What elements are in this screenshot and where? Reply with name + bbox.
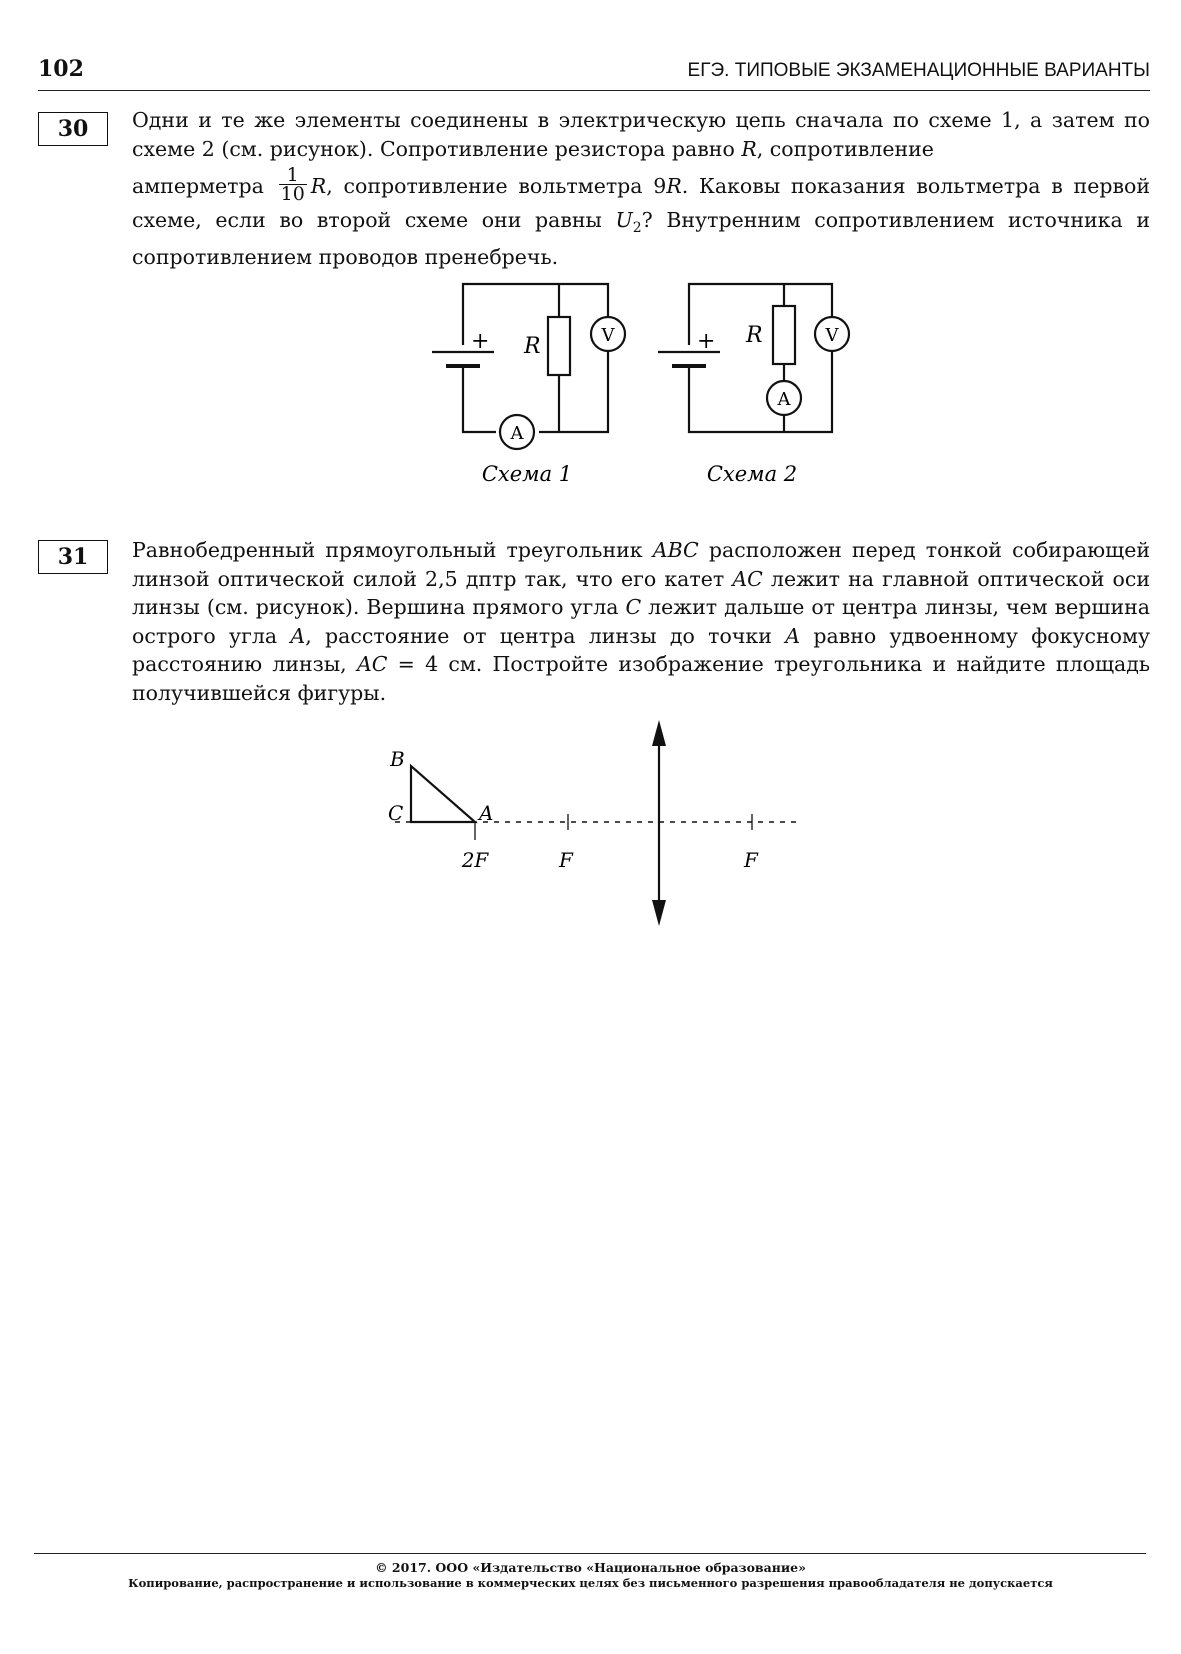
mark-label-2f: 2F xyxy=(461,848,489,872)
battery-plus-1: + xyxy=(471,329,490,354)
var-ac: AC xyxy=(732,566,763,591)
mark-label-f-left: F xyxy=(559,848,573,872)
task-31-text-part: расположен перед тонкой собирающей линзой оптической силой 2,5 дптр так, что его катет xyxy=(132,538,1150,591)
task-31-text-part: лежит дальше от центра линзы, чем вершина острого угла xyxy=(132,595,1151,648)
lens-figure xyxy=(0,700,1181,950)
var-ac: AC xyxy=(356,652,388,676)
caption-scheme-2: Схема 2 xyxy=(706,462,798,486)
var-r: R xyxy=(310,174,327,198)
task-31-text-part: = 4 см. Постройте изображение треугольника и найдите площадь получившейся фигуры. xyxy=(132,652,1151,705)
var-r: R xyxy=(741,136,757,161)
mark-label-f-right: F xyxy=(744,848,758,872)
battery-plus-2: + xyxy=(697,329,716,354)
task-31-text-part: Равнобедренный прямоугольный треугольник xyxy=(132,538,653,562)
caption-scheme-1: Схема 1 xyxy=(481,462,573,486)
task-30-text-part: ? Внутренним сопротивлением источника и сопротивлением проводов пренебречь. xyxy=(132,208,1150,269)
vertex-label-c: C xyxy=(388,801,404,825)
footer-divider xyxy=(34,1553,1146,1554)
task-31-text-part: равно удвоенному фокусному расстоянию линзы, xyxy=(132,623,1151,676)
footer-copyright: © 2017. ООО «Издательство «Национальное образование» xyxy=(375,1560,806,1575)
task-30-text-part: , сопротивление xyxy=(756,136,934,161)
voltmeter-label-2: V xyxy=(825,325,839,346)
task-30-text-part: амперметра xyxy=(132,174,275,198)
resistor-label-1: R xyxy=(524,334,541,359)
task-30-text-part: , сопротивление вольтметра 9 xyxy=(326,174,667,198)
task-30-text-part: Одни и те же элементы соединены в электрическую цепь сначала по схеме 1, а затем по схеме 2 (см. рисунок). Сопротивление резистора равно xyxy=(132,108,1150,161)
page-number: 102 xyxy=(38,56,84,82)
var-abc: ABC xyxy=(652,538,699,562)
resistor-label-2: R xyxy=(746,323,763,348)
subscript-2: 2 xyxy=(632,220,642,237)
var-r: R xyxy=(666,174,682,198)
book-title: ЕГЭ. ТИПОВЫЕ ЭКЗАМЕНАЦИОННЫЕ ВАРИАНТЫ xyxy=(687,60,1150,81)
task-30-text-part: . Каковы показания вольтметра в первой схеме, если во второй схеме они равны xyxy=(132,174,1151,232)
var-u: U xyxy=(615,208,633,232)
ammeter-label-2: A xyxy=(777,389,791,410)
circuit-diagrams xyxy=(0,0,1181,520)
task-31-text-part: , расстояние от центра линзы до точки xyxy=(305,623,786,648)
task-31-text xyxy=(132,536,1150,707)
vertex-label-a: A xyxy=(479,801,494,825)
var-c: C xyxy=(625,595,642,619)
fraction-denominator: 10 xyxy=(280,183,305,205)
fraction-numerator: 1 xyxy=(279,166,307,185)
var-a: A xyxy=(785,623,801,648)
var-a: A xyxy=(290,623,306,648)
voltmeter-label-1: V xyxy=(601,325,615,346)
footer-notice: Копирование, распространение и использование в коммерческих целях без письменного разрешения правообладателя не допускается xyxy=(128,1576,1053,1590)
task-31-text-part: лежит на главной оптической оси линзы (см. рисунок). Вершина прямого угла xyxy=(132,566,1150,619)
ammeter-label-1: A xyxy=(510,423,524,444)
task-31-number: 31 xyxy=(38,540,108,574)
vertex-label-b: B xyxy=(390,747,405,771)
task-30-number: 30 xyxy=(38,112,108,146)
